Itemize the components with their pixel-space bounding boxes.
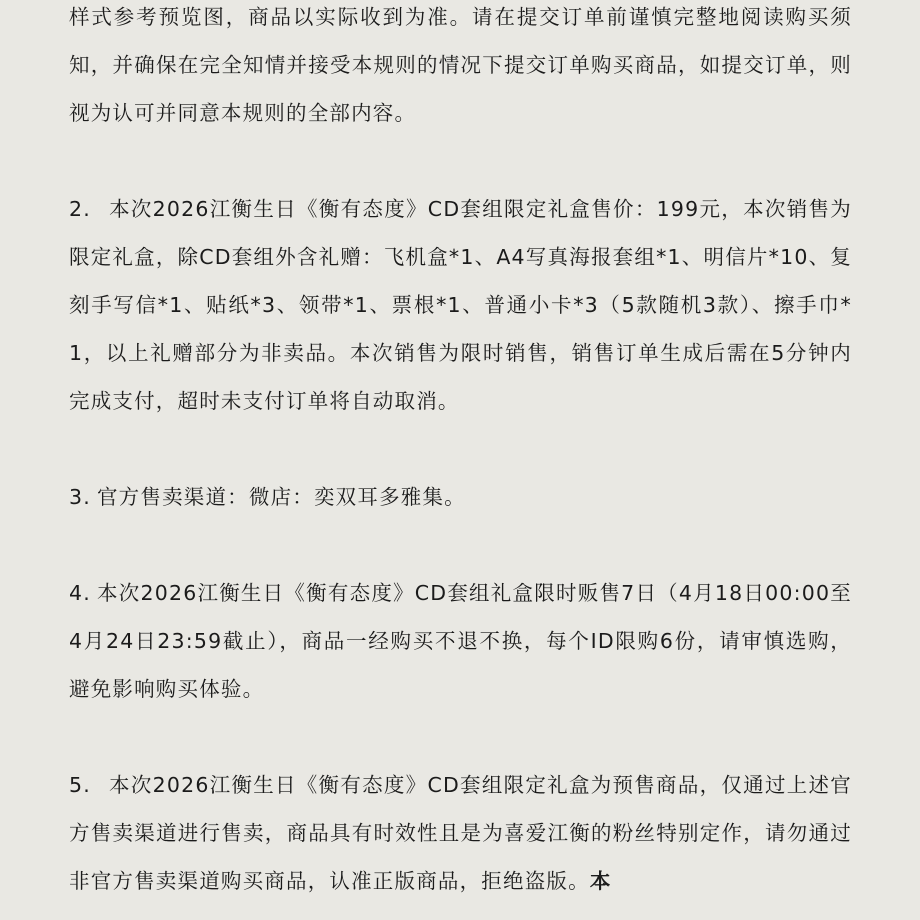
section-3-number: 3. [69,485,91,509]
section-4-number: 4. [69,581,91,605]
section-5-text: 本次2026江衡生日《衡有态度》CD套组限定礼盒为预售商品，仅通过上述官方售卖渠道进行售卖，商品具有时效性且是为喜爱江衡的粉丝特别定作，请勿通过非官方售卖渠道购买商品，认准正版商品，拒绝盗版。 [69,773,852,893]
purchase-notice-document [69,0,852,905]
section-3-paragraph [69,473,852,521]
section-5-emphasis: 本 [589,869,612,893]
intro-text: 样式参考预览图，商品以实际收到为准。请在提交订单前谨慎完整地阅读购买须知，并确保在完全知情并接受本规则的情况下提交订单购买商品，如提交订单，则视为认可并同意本规则的全部内容。 [69,5,852,125]
section-2-paragraph [69,185,852,425]
section-2-text: 本次2026江衡生日《衡有态度》CD套组限定礼盒售价：199元，本次销售为限定礼盒，除CD套组外含礼赠：飞机盒*1、A4写真海报套组*1、明信片*10、复刻手写信*1、贴纸*3、领带*1、票根*1、普通小卡*3（5款随机3款）、擦手巾*1，以上礼赠部分为非卖品。本次销售为限时销售，销售订单生成后需在5分钟内完成支付，超时未支付订单将自动取消。 [69,197,852,413]
section-5-number: 5. [69,773,91,797]
section-5-paragraph [69,761,852,905]
section-2-number: 2. [69,197,91,221]
section-4-paragraph [69,569,852,713]
section-3-text: 官方售卖渠道：微店：奕双耳多雅集。 [96,485,466,509]
section-4-text: 本次2026江衡生日《衡有态度》CD套组礼盒限时贩售7日（4月18日00:00至4月24日23:59截止），商品一经购买不退不换，每个ID限购6份，请审慎选购，避免影响购买体验。 [69,581,852,701]
intro-paragraph [69,0,852,137]
